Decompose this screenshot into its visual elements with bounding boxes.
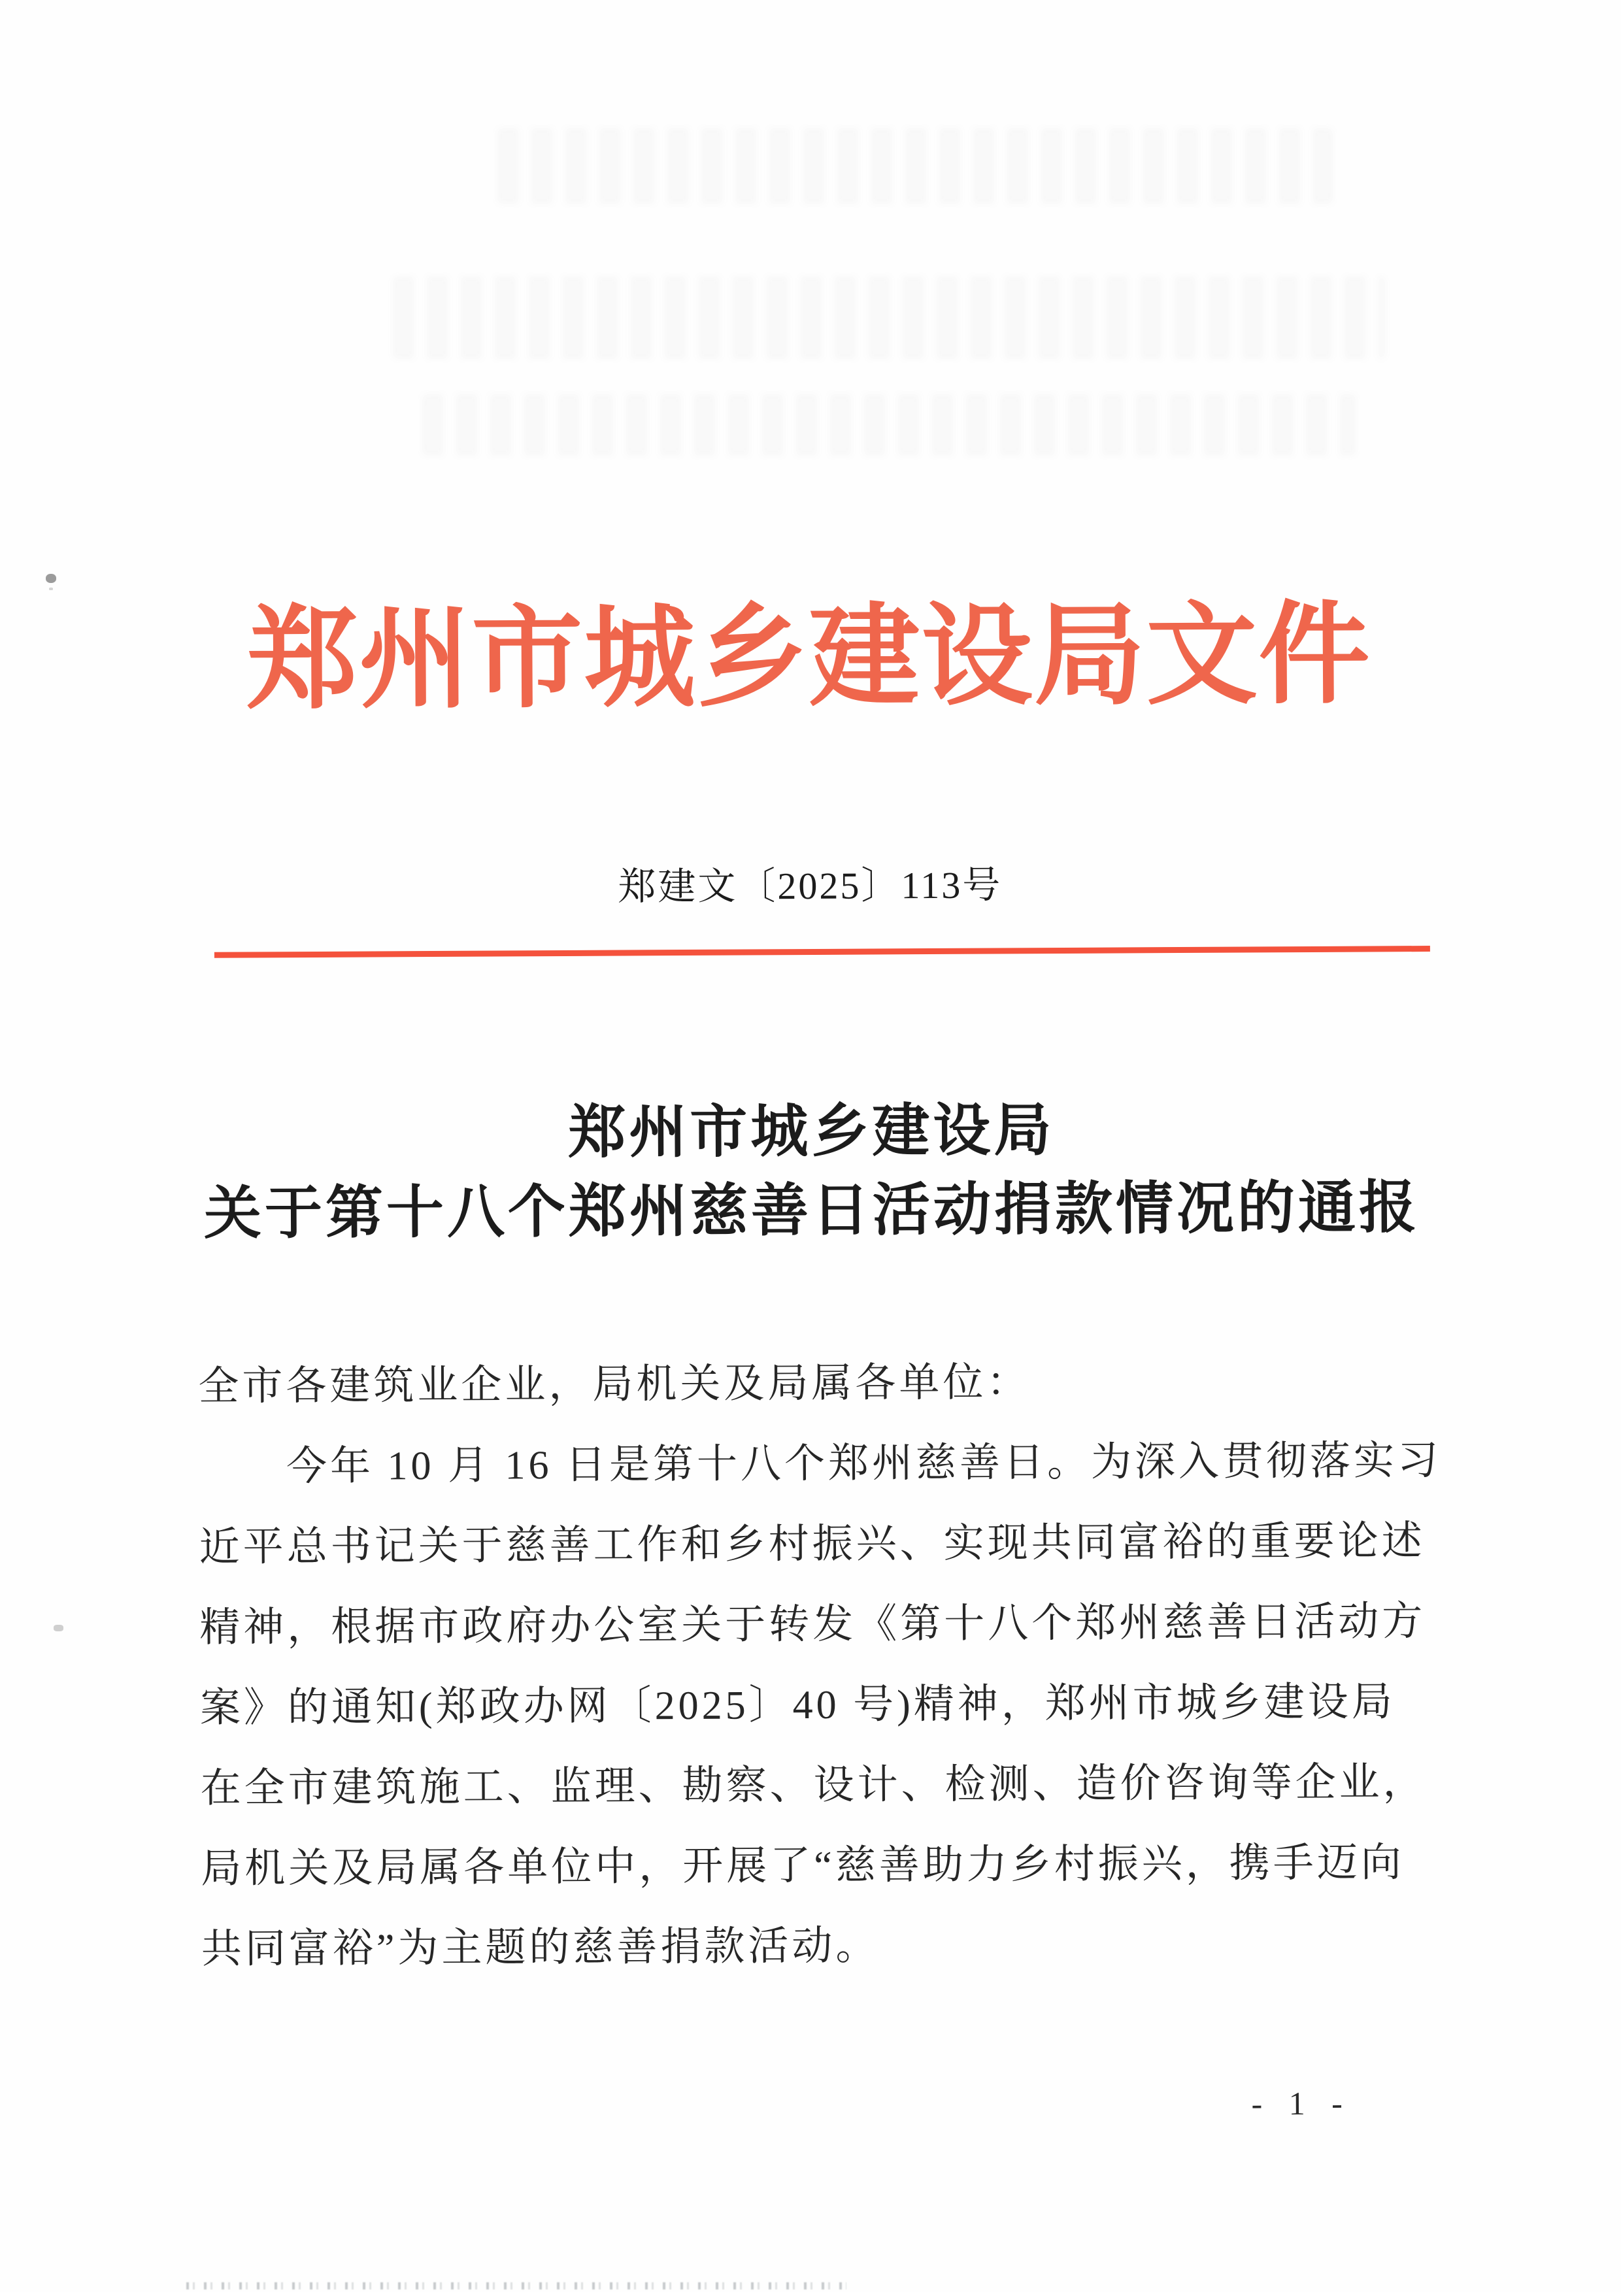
document-body bbox=[198, 1340, 1442, 1990]
red-divider-line bbox=[214, 946, 1430, 958]
document-header-org-title: 郑州市城乡建设局文件 bbox=[246, 593, 1372, 723]
body-text-line: 近平总书记关于慈善工作和乡村振兴、实现共同富裕的重要论述 bbox=[199, 1519, 1426, 1570]
document-title-line2: 关于第十八个郑州慈善日活动捐款情况的通报 bbox=[203, 1176, 1420, 1246]
body-text-line: 案》的通知(郑政办网〔2025〕40 号)精神，郑州市城乡建设局 bbox=[199, 1680, 1395, 1731]
body-text-line: 全市各建筑业企业，局机关及局属各单位： bbox=[198, 1360, 1031, 1409]
document-title-line1: 郑州市城乡建设局 bbox=[568, 1099, 1055, 1165]
body-text-line: 精神，根据市政府办公室关于转发《第十八个郑州慈善日活动方 bbox=[199, 1599, 1426, 1650]
body-text-line: 局机关及局属各单位中，开展了“慈善助力乡村振兴，携手迈向 bbox=[201, 1840, 1405, 1891]
page-number: - 1 - bbox=[1251, 2084, 1352, 2122]
body-text-line: 共同富裕”为主题的慈善捐款活动。 bbox=[201, 1923, 880, 1972]
body-text-line: 在全市建筑施工、监理、勘察、设计、检测、造价咨询等企业， bbox=[200, 1760, 1427, 1811]
document-title bbox=[1, 1089, 1621, 1256]
body-text-line: 今年 10 月 16 日是第十八个郑州慈善日。为深入贯彻落实习 bbox=[198, 1438, 1442, 1489]
document-reference-number: 郑建文〔2025〕113号 bbox=[618, 863, 1003, 908]
